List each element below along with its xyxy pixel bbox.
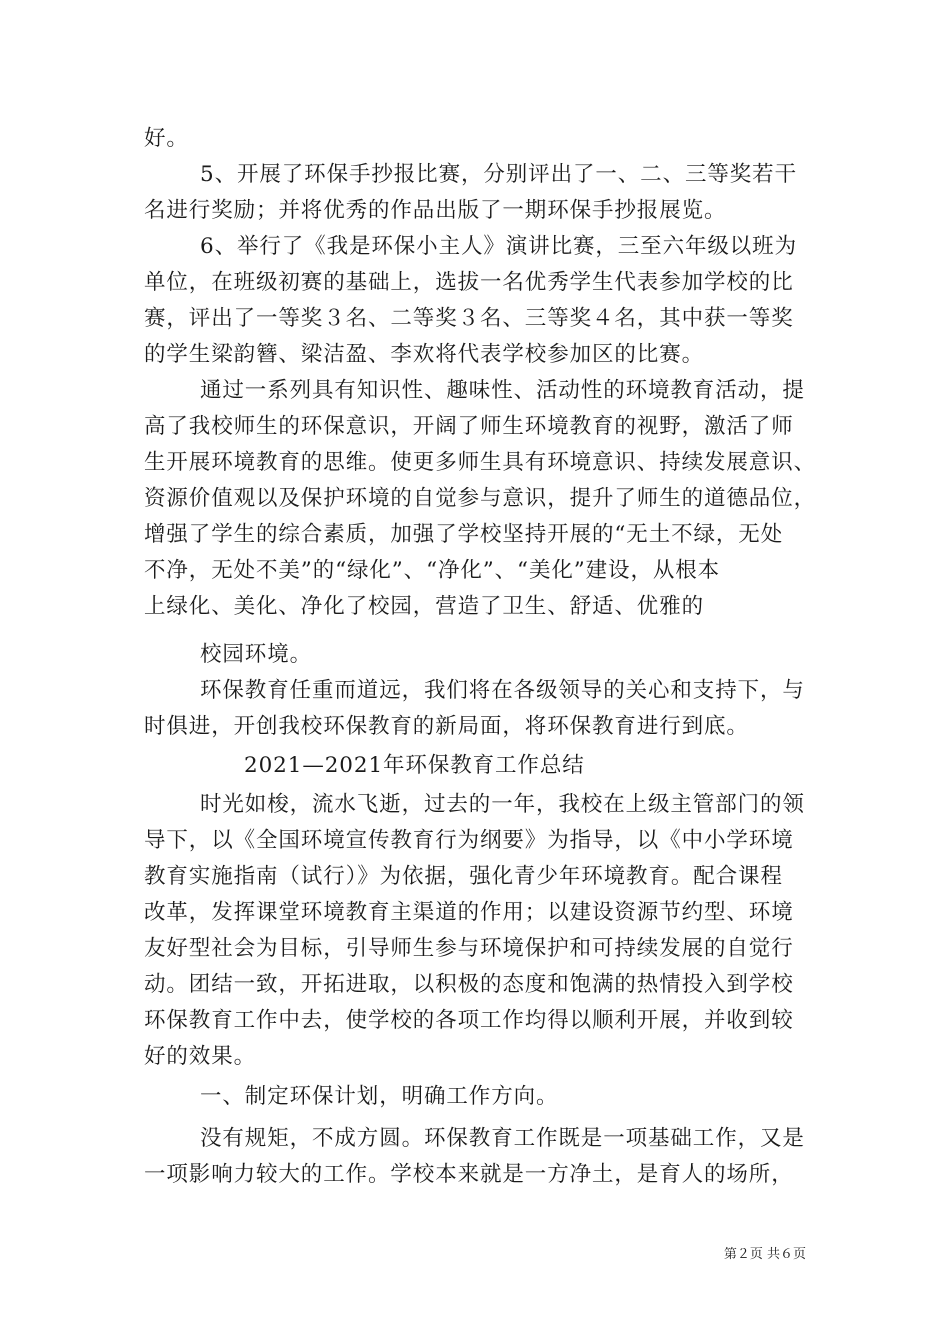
text-line: 的学生梁韵簪、梁洁盈、李欢将代表学校参加区的比赛。 (144, 342, 705, 367)
page-number: 第２页 共６页 (723, 1247, 806, 1262)
text-line: 教育实施指南（试行）》为依据，强化青少年环境教育。配合课程 (144, 864, 783, 889)
text-line: 没有规矩，不成方圆。环保教育工作既是一项基础工作，又是 (200, 1126, 805, 1151)
text-line: 上绿化、美化、净化了校园，营造了卫生、舒适、优雅的 (144, 594, 705, 619)
text-line: 环保教育工作中去，使学校的各项工作均得以顺利开展，并收到较 (144, 1008, 794, 1033)
text-line: 校园环境。 (200, 642, 313, 667)
text-line: 好。 (144, 126, 189, 151)
text-line: 好的效果。 (144, 1044, 257, 1069)
section-title: 2021—2021年环保教育工作总结 (244, 753, 585, 778)
section-heading: 一、制定环保计划，明确工作方向。 (200, 1084, 559, 1109)
text-line: 增强了学生的综合素质，加强了学校坚持开展的“无土不绿，无处 (144, 522, 784, 547)
text-line: 名进行奖励；并将优秀的作品出版了一期环保手抄报展览。 (144, 198, 727, 223)
text-line: 改革，发挥课堂环境教育主渠道的作用；以建设资源节约型、环境 (144, 900, 794, 925)
text-line: 6、举行了《我是环保小主人》演讲比赛，三至六年级以班为 (200, 234, 797, 259)
text-line: 时光如梭，流水飞逝，过去的一年，我校在上级主管部门的领 (200, 792, 805, 817)
text-line: 资源价值观以及保护环境的自觉参与意识，提升了师生的道德品位， (144, 486, 817, 511)
text-line: 通过一系列具有知识性、趣味性、活动性的环境教育活动，提 (200, 378, 805, 403)
text-line: 5、开展了环保手抄报比赛，分别评出了一、二、三等奖若干 (200, 162, 797, 187)
text-line: 单位，在班级初赛的基础上，选拔一名优秀学生代表参加学校的比 (144, 270, 794, 295)
text-line: 高了我校师生的环保意识，开阔了师生环境教育的视野，激活了师 (144, 414, 794, 439)
text-line: 环保教育任重而道远，我们将在各级领导的关心和支持下，与 (200, 678, 805, 703)
text-line: 赛，评出了一等奖３名、二等奖３名、三等奖４名，其中获一等奖 (144, 306, 794, 331)
text-line: 不净，无处不美”的“绿化”、“净化”、“美化”建设，从根本 (144, 558, 721, 583)
text-line: 时俱进，开创我校环保教育的新局面，将环保教育进行到底。 (144, 714, 749, 739)
text-line: 生开展环境教育的思维。使更多师生具有环境意识、持续发展意识、 (144, 450, 817, 475)
text-line: 友好型社会为目标，引导师生参与环境保护和可持续发展的自觉行 (144, 936, 794, 961)
text-line: 动。团结一致，开拓进取，以积极的态度和饱满的热情投入到学校 (144, 972, 794, 997)
text-line: 一项影响力较大的工作。学校本来就是一方净土，是育人的场所， (144, 1162, 794, 1187)
text-line: 导下，以《全国环境宣传教育行为纲要》为指导，以《中小学环境 (144, 828, 794, 853)
